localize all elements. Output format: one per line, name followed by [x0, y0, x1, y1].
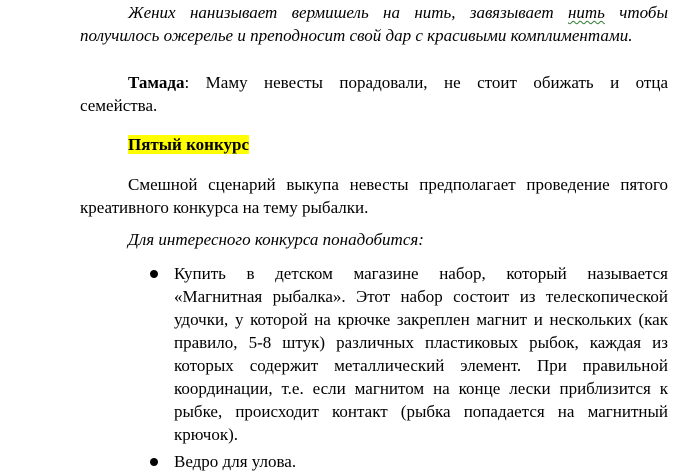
paragraph-line: семейства.: [80, 96, 158, 115]
bullet-icon: [150, 458, 158, 466]
paragraph-tamada: [80, 71, 668, 117]
list-line: Ведро для улова.: [174, 452, 297, 471]
list-line: крючок).: [174, 425, 239, 444]
bullet-icon: [150, 270, 158, 278]
heading-text: Пятый конкурс: [128, 135, 250, 154]
paragraph-line: получилось ожерелье и преподносит свой дар с красивыми комплиментами.: [80, 26, 633, 45]
paragraph-line: Смешной сценарий выкупа невесты предполагает проведение пятого: [128, 175, 668, 194]
list-item: [174, 262, 668, 446]
text-fragment: чтобы: [604, 3, 668, 22]
paragraph-line: [80, 1, 668, 24]
text-fragment: : Маму невесты порадовали, не стоит обижать и отца: [184, 73, 668, 92]
speaker-label: Тамада: [128, 73, 185, 92]
list-line: рыбке, происходит контакт (рыбка попадается на магнитный: [174, 402, 668, 421]
list-line: координации, т.е. если магнитом на конце лески приблизится к: [174, 379, 668, 398]
paragraph-groom-necklace: [80, 1, 668, 47]
paragraph-line: креативного конкурса на тему рыбалки.: [80, 198, 369, 217]
list-line: Купить в детском магазине набор, который называется: [174, 264, 668, 283]
text-fragment: Жених нанизывает вермишель на нить, завязывает: [128, 3, 568, 22]
list-item: [174, 450, 668, 473]
list-line: удочки, у которой на крючке закреплен магнит и нескольких (как: [174, 310, 668, 329]
list-line: «Магнитная рыбалка». Этот набор состоит из телескопической: [174, 287, 668, 306]
paragraph-scenario: [80, 173, 668, 219]
list-line: которых содержит металлический элемент. При правильной: [174, 356, 668, 375]
section-heading: [128, 133, 249, 156]
paragraph-requirements: [128, 228, 424, 251]
paragraph-line: [80, 71, 668, 94]
list-line: правило, 5-8 штук) различных пластиковых рыбок, каждая из: [174, 333, 668, 352]
paragraph-line: Для интересного конкурса понадобится:: [128, 230, 424, 249]
spellcheck-word[interactable]: нить: [567, 3, 605, 22]
